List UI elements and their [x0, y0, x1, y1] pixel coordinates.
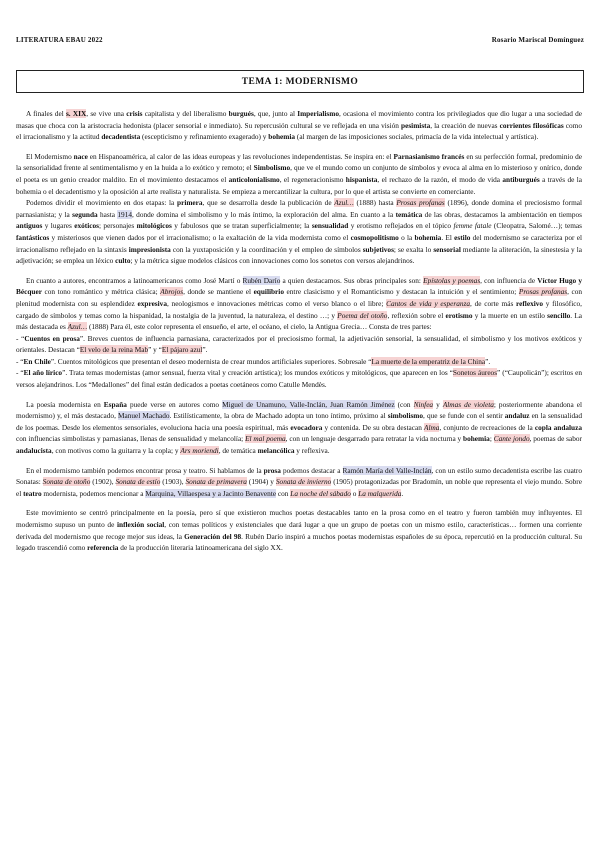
bold-term: impresionista — [128, 244, 171, 254]
text-run: , que se desarrolla desde la publicación de — [202, 198, 335, 208]
text-run: y erotismo reflejados en el tópico — [348, 221, 454, 231]
text-run: , que ve el mundo como un conjunto de símbolos y evoca al alma en lo misterioso y onírico, donde el poeta es un genio creador maldito. En el movimiento destacamos el — [16, 163, 582, 184]
text-run: (escepticismo y refinamiento exagerado) y — [140, 132, 269, 142]
paragraph-intro — [16, 108, 582, 143]
work-title: Azul… — [334, 198, 354, 208]
text-run: , con un estilo sumo decadentista escribe las cuatro Sonatas: — [16, 465, 582, 487]
text-run: - “ — [16, 368, 24, 378]
text-run: (1902), — [90, 477, 116, 487]
text-run: El Modernismo — [26, 151, 74, 161]
text-run: (con — [394, 399, 414, 409]
text-run: , con motivos como la guitarra y la copla; y — [51, 446, 181, 456]
text-run: . El — [441, 232, 455, 242]
text-run: ”. Trata temas modernistas (amor sensual, fuerza vital y creación artística); los mundos exóticos y mitológicos, que aparecen en los “ — [62, 368, 453, 378]
text-run: de la producción literaria latinoamericana del siglo XX. — [118, 543, 283, 553]
text-run: (1888) Para él, este color representa el ensueño, el arte, el océano, el cielo, la Antigua Grecia… Consta de tres partes: — [87, 322, 432, 332]
text-run: con — [276, 488, 291, 498]
text-run: o — [350, 488, 359, 498]
bold-term: inflexión social — [117, 520, 165, 529]
text-run: a través de la bohemia o el decadentismo y la oposición al arte realista y naturalista. Se empieza a mercantilizar la cultura, por lo que el artista se convierte en comerciante. — [16, 174, 582, 196]
text-run: en Hispanoamérica, al calor de las ideas europeas y las revoluciones independentistas. Se inspira en: el — [87, 151, 394, 161]
bold-term: mitológicos — [136, 221, 172, 231]
bold-term: cosmopolitismo — [350, 232, 399, 242]
text-run: , el rechazo de la razón, el modo de vida — [377, 174, 503, 184]
bold-term: sencillo — [547, 310, 571, 320]
text-run: A finales del — [26, 109, 66, 118]
text-run: capitalista y del liberalismo — [142, 109, 229, 118]
text-run: y la muerte en un estilo — [472, 310, 548, 320]
text-run: ; y la métrica sigue modelos clásicos con innovaciones como los sonetos con versos alejandrinos. — [130, 256, 415, 266]
work-title: Prosas profanas — [518, 287, 568, 297]
bold-term: referencia — [87, 543, 119, 553]
text-run: Sonetos áureos — [452, 368, 498, 378]
text-run: (1888) hasta — [353, 198, 397, 208]
bold-term: hispanista — [345, 174, 378, 184]
text-run: Podemos dividir el movimiento en dos etapas: la — [26, 198, 178, 208]
text-run: , de temática — [218, 446, 258, 456]
title-box — [16, 70, 584, 93]
text-run: ”. — [485, 356, 491, 366]
bold-term: bohemia — [463, 434, 490, 444]
work-title: Sonata de primavera — [185, 477, 247, 487]
text-run: . La más destacada es — [16, 310, 583, 332]
bold-term: antiburgués — [502, 174, 540, 184]
paragraph-parte-3 — [16, 367, 582, 390]
text-run: , que se funde con el sentir — [423, 411, 505, 421]
text-run: (1905) protagonizadas por Bradomín, un noble que representa el viejo mundo. Sobre el — [16, 477, 582, 498]
bold-term: nace — [73, 151, 88, 161]
work-title: Sonata de invierno — [275, 477, 332, 487]
text-run: del modernismo se caracteriza por el irracionalismo reflejado en la sintaxis — [16, 232, 583, 254]
text-run: ”. — [202, 345, 208, 355]
bold-term: En Chile — [23, 356, 51, 366]
bold-term: andaluz — [504, 411, 530, 421]
bold-term: segunda — [72, 209, 98, 219]
work-title: Epístolas y poemas — [423, 275, 481, 285]
text-run: (al margen de las imposiciones sociales, primacía de la vida intelectual y artística). — [295, 132, 539, 142]
work-title: Ars moriendi — [180, 446, 219, 456]
header-author: Rosario Mariscal Domínguez — [491, 36, 584, 44]
work-title: Alma — [424, 422, 440, 432]
text-run: , ocasiona el movimiento contra los privilegiados que dio lugar a una sociedad de masas que choca con la aristocracia hedonista (placer sensorial e inmediato). Su repercusión cultural se ve reflejada en una visión — [16, 109, 582, 130]
bold-term: teatro — [23, 488, 42, 498]
text-run: , reflexión sobre el — [387, 310, 446, 320]
text-run: El pájaro azul — [161, 345, 203, 355]
text-run: - “ — [16, 333, 25, 343]
bold-term: melancólica — [257, 446, 295, 456]
bold-term: España — [103, 399, 127, 409]
highlighted-name: 1914 — [117, 209, 132, 219]
bold-term: prosa — [263, 465, 281, 475]
text-run: , el regeneracionismo — [279, 174, 346, 184]
bold-term: Cuentos en prosa — [24, 333, 80, 343]
bold-term: expresiva — [137, 298, 167, 308]
text-run: ; posteriormente abandona el modernismo) y, el más destacado, — [16, 399, 582, 421]
page-title: TEMA 1: MODERNISMO — [241, 76, 359, 87]
bold-term: pesimista — [401, 120, 431, 130]
text-run: , de corte más — [470, 298, 517, 308]
text-run: o la — [398, 232, 415, 242]
text-run: , donde se mantiene el — [183, 287, 254, 297]
text-run: a quien destacamos. Sus obras principales son: — [280, 275, 424, 285]
bold-term: estilo — [454, 232, 471, 242]
text-run: , conjunto de recreaciones de la — [439, 422, 535, 432]
bold-term: crisis — [126, 109, 143, 118]
bold-term: simbolismo — [387, 411, 424, 421]
header-subject: LITERATURA EBAU 2022 — [16, 36, 103, 44]
highlighted-name: Rubén Darío — [242, 275, 281, 285]
text-run: (1903), — [160, 477, 186, 487]
work-title: Ninfea — [413, 399, 434, 409]
bold-term: equilibrio — [253, 287, 284, 297]
bold-term: Simbolismo — [253, 163, 291, 173]
bold-term: bohemia — [268, 132, 296, 142]
work-title: La noche del sábado — [290, 488, 351, 498]
work-title: Azul… — [67, 322, 88, 332]
work-title: femme fatale — [453, 221, 492, 231]
bold-term: andalucista — [16, 446, 52, 456]
bold-term: primera — [177, 198, 203, 208]
bold-term: Imperialismo — [297, 109, 340, 118]
text-run: ” (“Caupolicán”); escritos en versos alejandrinos. Los “Medallones” del final están dedicados a poetas coetáneos como Catulle Mendès. — [16, 368, 583, 390]
text-run: y misteriosos que vienen dados por el irracionalismo; o la exaltación de la vida modernista como el — [49, 232, 351, 242]
highlighted-name: Ramón María del Valle-Inclán — [342, 465, 432, 475]
work-title: Prosas profanas — [396, 198, 445, 208]
bold-term: decadentista — [101, 132, 141, 142]
bold-term: anticolonialismo — [228, 174, 280, 184]
text-run: El velo de la reina Mab — [79, 345, 149, 355]
work-title: Cante jondo — [493, 434, 530, 444]
bold-term: temática — [395, 209, 423, 219]
paragraph-espana — [16, 399, 582, 457]
text-run: y — [433, 399, 443, 409]
work-title: La malquerida — [358, 488, 402, 498]
paragraph-prosa — [16, 465, 582, 500]
text-run: , con influencia de — [480, 275, 538, 285]
text-run: y contenida. De su obra destacan — [322, 422, 425, 432]
bold-term: El año lírico — [23, 368, 63, 378]
text-run: . Estilísticamente, la obra de Machado adopta un tono íntimo, próximo al — [169, 411, 388, 421]
text-run: (1896), donde domina el preciosismo formal parnasianista; y la — [16, 198, 583, 219]
text-run: podemos destacar a — [280, 465, 343, 475]
paragraph-parte-2 — [16, 356, 582, 368]
text-run: y filosófico, cargado de símbolos y temas como la hispanidad, la nostalgia de la juventud, la naturaleza, el destino …; y — [16, 298, 582, 320]
bold-term: sensualidad — [311, 221, 349, 231]
paragraph-nace — [16, 151, 582, 197]
text-run: entre clasicismo y el Romanticismo y destacan la intuición y el sentimiento; — [283, 287, 519, 297]
text-run: , la creación de nuevas — [430, 120, 500, 130]
text-run: - “ — [16, 356, 24, 366]
text-run: como el irracionalismo y la actitud — [16, 120, 582, 142]
bold-term: sensorial — [433, 244, 461, 254]
bold-term: Víctor Hugo y Bécquer — [16, 275, 582, 297]
paragraph-parte-1 — [16, 333, 582, 356]
bold-term: Parnasianismo francés — [393, 151, 465, 161]
bold-term: subjetivos — [362, 244, 394, 254]
bold-term: corrientes filosóficas — [499, 120, 564, 130]
text-run: , que, junto al — [253, 109, 298, 118]
text-run: , se vive una — [86, 109, 127, 118]
text-run: ; se exalta lo — [393, 244, 434, 254]
text-run: en la sensualidad de los poemas. Desde los elementos sensoriales, evoluciona hacia una poesía espiritual, más — [16, 411, 582, 432]
work-title: Sonata de otoño — [42, 477, 91, 487]
text-run: puede verse en autores como — [126, 399, 223, 409]
bold-term: s. XIX — [65, 109, 87, 118]
text-run: ; — [489, 434, 494, 444]
text-run: En el modernismo también podemos encontrar prosa y teatro. Si hablamos de la — [26, 465, 264, 475]
work-title: El mal poema — [245, 434, 286, 444]
bold-term: antiguos — [16, 221, 43, 231]
text-run: . Rubén Darío inspiró a muchos poetas modernistas españoles de su época, repercutió en la producción cultural. Su legado trascendió como — [16, 531, 582, 553]
work-title: Almas de violeta — [442, 399, 494, 409]
text-run: , con plenitud modernista con su esplendidez — [16, 287, 583, 308]
text-run: mediante la aliteración, la sinestesia y la adjetivación; se emplea un léxico — [16, 244, 582, 266]
text-run: (Cleopatra, Salomé…); temas — [491, 221, 582, 231]
text-run: modernista, podemos mencionar a — [41, 488, 146, 498]
bold-term: fantásticos — [16, 232, 50, 242]
text-run: ; personajes — [99, 221, 137, 231]
text-run: (1904) y — [246, 477, 276, 487]
text-run: con la yuxtaposición y la coordinación y el empleo de símbolos — [170, 244, 363, 254]
bold-term: copla andaluza — [534, 422, 582, 432]
bold-term: bohemia — [414, 232, 442, 242]
bold-term: Generación del 98 — [184, 531, 242, 541]
text-run: , donde domina el simbolismo y lo más íntimo, la exploración del alma. En cuanto a la — [131, 209, 396, 219]
bold-term: erotismo — [445, 310, 473, 320]
text-run: , poemas de sabor — [529, 434, 582, 444]
text-run: ”. Breves cuentos de influencia parnasiana, caracterizados por el preciosismo formal, la adjetivación sensorial, la sensualidad, el simbolismo y los motivos exóticos y orientales. Destacan “ — [16, 333, 583, 355]
text-run: En cuanto a autores, encontramos a latinoamericanos como José Martí o — [26, 275, 243, 285]
paragraph-autores — [16, 275, 582, 333]
bold-term: burgués — [228, 109, 254, 118]
work-title: Sonata de estío — [115, 477, 161, 487]
highlighted-name: Miguel de Unamuno, Valle-Inclán, Juan Ramón Jiménez — [222, 399, 395, 409]
text-run: La muerte de la emperatriz de la China — [371, 356, 486, 366]
text-run: hasta — [97, 209, 118, 219]
bold-term: reflexivo — [516, 298, 544, 308]
text-run: , con temas políticos y existenciales que dará lugar a que un grupo de poetas con un mismo estilo, características… formen una corriente derivada del modernismo que recoge mejor sus ideas, la — [16, 520, 582, 541]
bold-term: culto — [115, 256, 131, 266]
work-title: Cantos de vida y esperanza — [386, 298, 471, 308]
bold-term: evocadora — [290, 422, 323, 432]
text-run: y fabulosos que se tratan superficialmente; la — [171, 221, 312, 231]
text-run: de las obras, destacamos la ambientación en tiempos — [422, 209, 582, 219]
paragraph-cierre — [16, 507, 582, 553]
highlighted-name: Manuel Machado — [117, 411, 170, 421]
text-run: en su perfección formal, predominio de la sensorialidad frente al sentimentalismo y en la huida a lo exótico y remoto; el — [16, 151, 582, 173]
text-run: y reflexiva. — [294, 446, 330, 456]
text-run: ” y “ — [148, 345, 162, 355]
text-run: , con un lenguaje desgarrado para retratar la vida nocturna y — [285, 434, 464, 444]
text-run: con tono romántico y métrica clásica; — [41, 287, 161, 297]
text-run: , neologismos e innovaciones métricas como el verso blanco o el libre; — [166, 298, 387, 308]
work-title: Poema del otoño — [337, 310, 388, 320]
highlighted-name: Marquina, Villaespesa y a Jacinto Benavente — [145, 488, 277, 498]
text-run: con influencias simbolistas y parnasianas, llenas de sensualidad y melancolía; — [16, 434, 246, 444]
text-run: . — [401, 488, 404, 498]
paragraph-etapas — [16, 197, 582, 267]
text-run: ”. Cuentos mitológicos que presentan el deseo modernista de crear mundos artificiales superiores. Sobresale “ — [50, 356, 372, 366]
text-run: La poesía modernista en — [26, 399, 104, 409]
text-run: Este movimiento se centró principalmente en la poesía, pero sí que existieron muchos poetas destacables tanto en la prosa como en el teatro y fueron también muy influyentes. El modernismo supuso un punto de — [16, 508, 582, 529]
text-run: y lugares — [42, 221, 75, 231]
bold-term: exóticos — [74, 221, 99, 231]
document-body — [16, 108, 582, 562]
work-title: Abrojos — [160, 287, 184, 297]
